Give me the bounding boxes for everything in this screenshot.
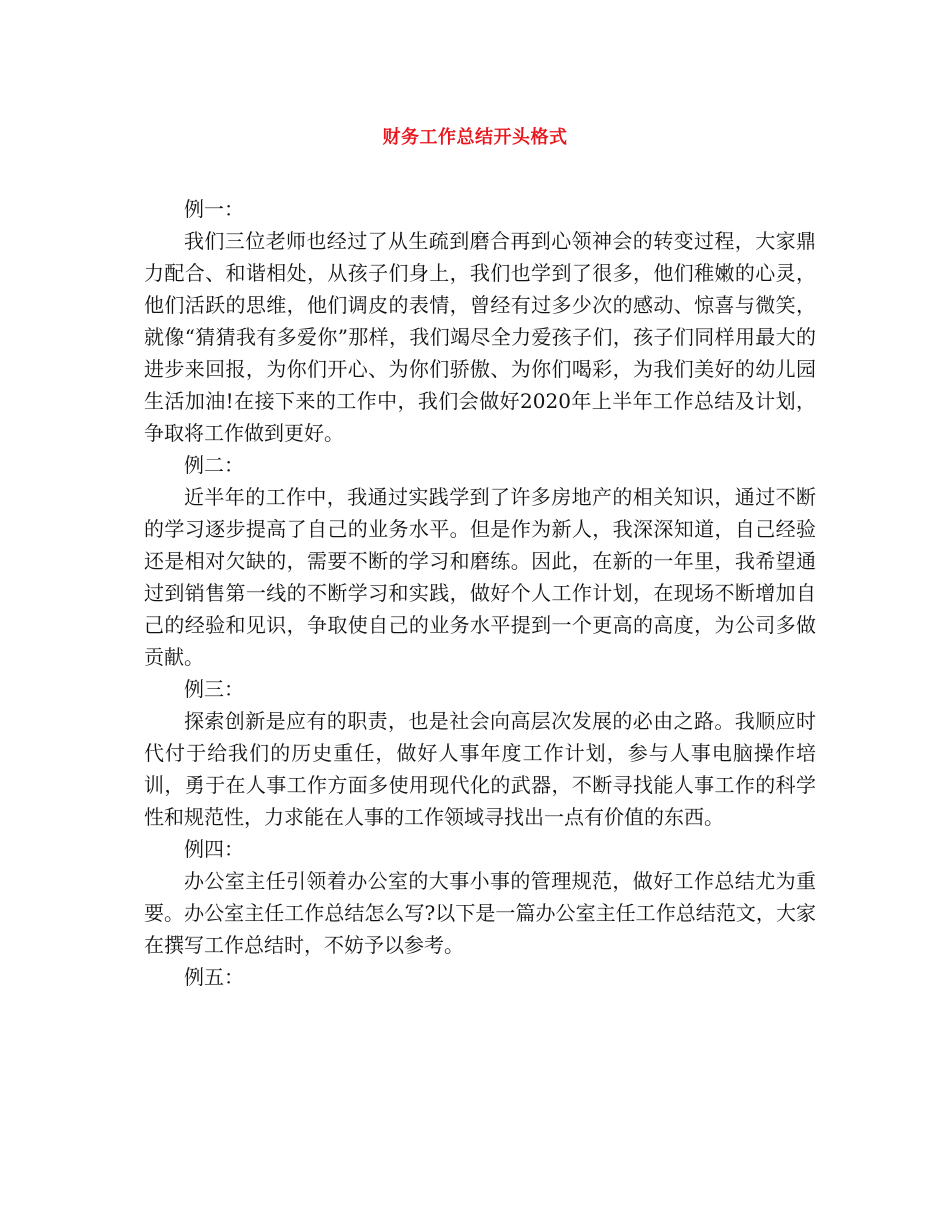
section-paragraph-4: 办公室主任引领着办公室的大事小事的管理规范，做好工作总结尤为重要。办公室主任工作总结怎么写?以下是一篇办公室主任工作总结范文，大家在撰写工作总结时，不妨予以参考。: [144, 869, 816, 957]
section-heading-1: 例一：: [184, 197, 244, 221]
section-paragraph-2: 近半年的工作中，我通过实践学到了许多房地产的相关知识，通过不断的学习逐步提高了自己的业务水平。但是作为新人，我深深知道，自己经验还是相对欠缺的，需要不断的学习和磨练。因此，在新的一年里，我希望通过到销售第一线的不断学习和实践，做好个人工作计划，在现场不断增加自己的经验和见识，争取使自己的业务水平提到一个更高的高度，为公司多做贡献。: [144, 485, 816, 669]
document-title: 财务工作总结开头格式: [382, 127, 568, 148]
section-heading-2: 例二：: [184, 453, 244, 477]
section-heading-4: 例四：: [184, 837, 244, 861]
document-body: [144, 193, 816, 993]
section-paragraph-1: 我们三位老师也经过了从生疏到磨合再到心领神会的转变过程，大家鼎力配合、和谐相处，从孩子们身上，我们也学到了很多，他们稚嫩的心灵，他们活跃的思维，他们调皮的表情，曾经有过多少次的感动、惊喜与微笑，就像“猜猜我有多爱你”那样，我们竭尽全力爱孩子们，孩子们同样用最大的进步来回报，为你们开心、为你们骄傲、为你们喝彩，为我们美好的幼儿园生活加油!在接下来的工作中，我们会做好2020年上半年工作总结及计划，争取将工作做到更好。: [144, 229, 816, 445]
section-heading-3: 例三：: [184, 677, 244, 701]
section-heading-5: 例五：: [184, 965, 244, 989]
section-paragraph-3: 探索创新是应有的职责，也是社会向高层次发展的必由之路。我顺应时代付于给我们的历史重任，做好人事年度工作计划，参与人事电脑操作培训，勇于在人事工作方面多使用现代化的武器，不断寻找能人事工作的科学性和规范性，力求能在人事的工作领域寻找出一点有价值的东西。: [144, 709, 816, 829]
